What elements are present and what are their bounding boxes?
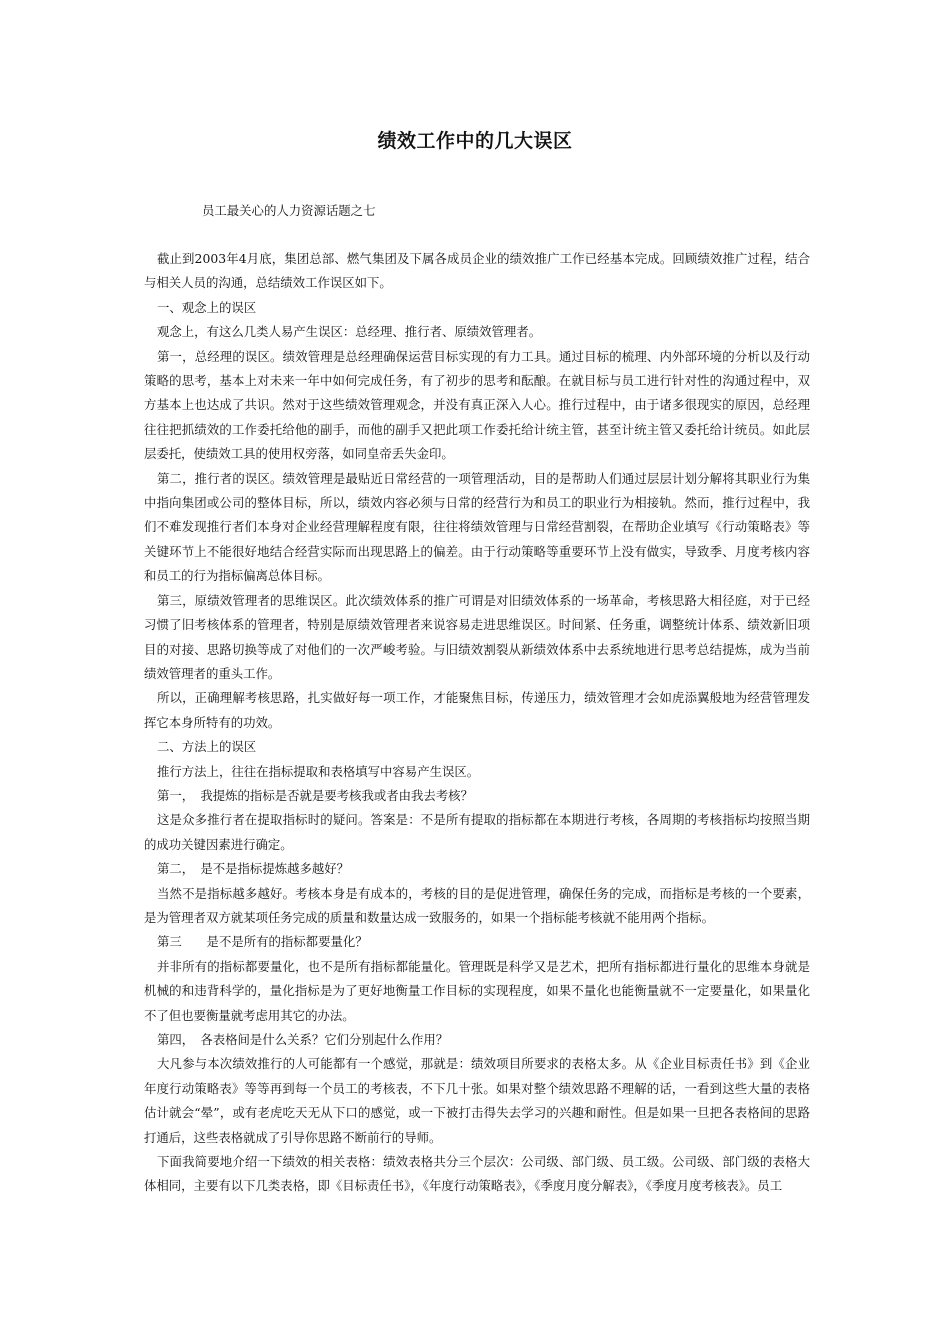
- paragraph: 截止到2003年4月底，集团总部、燃气集团及下属各成员企业的绩效推广工作已经基本完成。回顾绩效推广过程，结合与相关人员的沟通，总结绩效工作误区如下。: [144, 251, 810, 291]
- question-heading: 第四， 各表格间是什么关系？它们分别起什么作用？: [157, 1032, 449, 1047]
- paragraph: 推行方法上，往往在指标提取和表格填写中容易产生误区。: [157, 763, 480, 779]
- document-title: 绩效工作中的几大误区: [377, 130, 573, 152]
- section-heading: 二、方法上的误区: [157, 739, 257, 755]
- question-heading: 第三 是不是所有的指标都要量化？: [157, 934, 368, 950]
- paragraph: 这是众多推行者在提取指标时的疑问。答案是：不是所有提取的指标都在本期进行考核，各周期的考核指标均按照当期的成功关键因素进行确定。: [144, 812, 810, 852]
- paragraph: 并非所有的指标都要量化，也不是所有指标都能量化。管理既是科学又是艺术，把所有指标都进行量化的思维本身就是机械的和违背科学的，量化指标是为了更好地衡量工作目标的实现程度，如果不量化也能衡量就不一定要量化，如果量化不了但也要衡量就考虑用其它的办法。: [144, 958, 810, 1023]
- paragraph: 第三，原绩效管理者的思维误区。此次绩效体系的推广可谓是对旧绩效体系的一场革命，考核思路大相径庭，对于已经习惯了旧考核体系的管理者，特别是原绩效管理者来说容易走进思维误区。时间紧、任务重，调整统计体系、绩效新旧项目的对接、思路切换等成了对他们的一次严峻考验。与旧绩效割裂从新绩效体系中去系统地进行思考总结提炼，成为当前绩效管理者的重头工作。: [144, 592, 810, 681]
- document-subtitle: 员工最关心的人力资源话题之七: [202, 203, 376, 218]
- paragraph: 下面我简要地介绍一下绩效的相关表格：绩效表格共分三个层次：公司级、部门级、员工级。公司级、部门级的表格大体相同，主要有以下几类表格，即《目标责任书》，《年度行动策略表》，《季度月度分解表》，《季度月度考核表》。员工: [144, 1154, 810, 1194]
- document-body: [144, 247, 810, 1199]
- question-heading: 第二， 是不是指标提炼越多越好？: [157, 861, 350, 877]
- section-heading: 一、观念上的误区: [157, 299, 257, 315]
- paragraph: 大凡参与本次绩效推行的人可能都有一个感觉，那就是：绩效项目所要求的表格太多。从《企业目标责任书》到《企业年度行动策略表》等等再到每一个员工的考核表，不下几十张。如果对整个绩效思路不理解的话，一看到这些大量的表格估计就会“晕”，或有老虎吃天无从下口的感觉，或一下被打击得失去学习的兴趣和耐性。但是如果一旦把各表格间的思路打通后，这些表格就成了引导你思路不断前行的导师。: [144, 1056, 810, 1145]
- paragraph: 第一，总经理的误区。绩效管理是总经理确保运营目标实现的有力工具。通过目标的梳理、内外部环境的分析以及行动策略的思考，基本上对未来一年中如何完成任务，有了初步的思考和酝酿。在就目标与员工进行针对性的沟通过程中，双方基本上也达成了共识。然对于这些绩效管理观念，并没有真正深入人心。推行过程中，由于诸多很现实的原因，总经理往往把抓绩效的工作委托给他的副手，而他的副手又把此项工作委托给计统主管，甚至计统主管又委托给计统员。如此层层委托，使绩效工具的使用权旁落，如同皇帝丢失金印。: [144, 348, 810, 462]
- paragraph: 第二，推行者的误区。绩效管理是最贴近日常经营的一项管理活动，目的是帮助人们通过层层计划分解将其职业行为集中指向集团或公司的整体目标，所以，绩效内容必须与日常的经营行为和员工的职业行为相接轨。然而，推行过程中，我们不难发现推行者们本身对企业经营理解程度有限，往往将绩效管理与日常经营割裂，在帮助企业填写《行动策略表》等关键环节上不能很好地结合经营实际而出现思路上的偏差。由于行动策略等重要环节上没有做实，导致季、月度考核内容和员工的行为指标偏离总体目标。: [144, 470, 810, 584]
- paragraph: 当然不是指标越多越好。考核本身是有成本的，考核的目的是促进管理，确保任务的完成，而指标是考核的一个要素，是为管理者双方就某项任务完成的质量和数量达成一致服务的，如果一个指标能考核就不能用两个指标。: [144, 885, 810, 925]
- paragraph: 所以，正确理解考核思路，扎实做好每一项工作，才能聚焦目标，传递压力，绩效管理才会如虎添翼般地为经营管理发挥它本身所特有的功效。: [144, 690, 810, 730]
- question-heading: 第一， 我提炼的指标是否就是要考核我或者由我去考核？: [157, 787, 473, 803]
- paragraph: 观念上，有这么几类人易产生误区：总经理、推行者、原绩效管理者。: [157, 324, 542, 340]
